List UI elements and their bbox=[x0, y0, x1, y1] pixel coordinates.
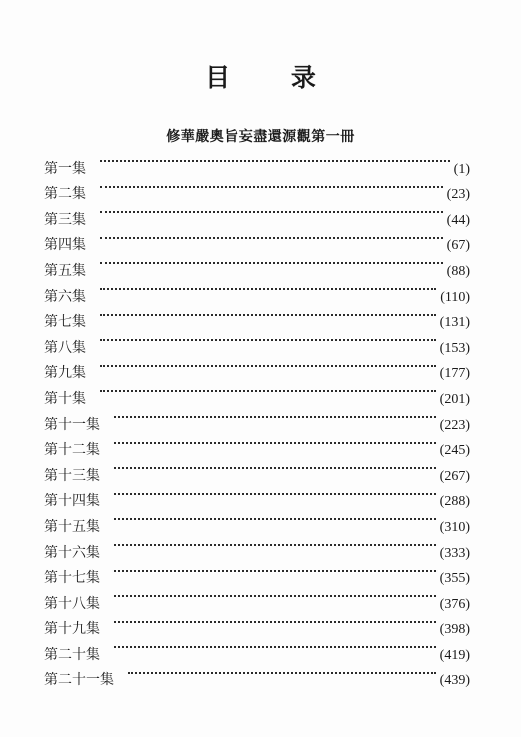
toc-dot-leader bbox=[114, 531, 440, 557]
toc-entry-page-number: (376) bbox=[439, 596, 470, 612]
toc-entry-page-number: (355) bbox=[439, 571, 470, 587]
toc-entry-page-number: (310) bbox=[439, 519, 470, 535]
toc-entry-label: 第二集 bbox=[44, 186, 86, 203]
toc-entry-page-number: (223) bbox=[439, 417, 470, 433]
toc-entry[interactable] bbox=[44, 224, 470, 254]
toc-dot-leader bbox=[114, 582, 440, 608]
toc-entry[interactable] bbox=[44, 275, 470, 305]
toc-entry-label: 第七集 bbox=[44, 314, 86, 331]
toc-dot-leader bbox=[114, 480, 440, 506]
toc-entry-label: 第十二集 bbox=[44, 442, 100, 459]
toc-dot-leader bbox=[114, 608, 440, 634]
toc-entry-page-number: (110) bbox=[440, 289, 470, 305]
toc-entry-page-number: (267) bbox=[439, 468, 470, 484]
toc-dot-leader bbox=[114, 505, 440, 531]
toc-entry-page-number: (439) bbox=[439, 673, 470, 689]
toc-entry-page-number: (88) bbox=[446, 263, 470, 279]
toc-entry-label: 第九集 bbox=[44, 365, 86, 382]
toc-dot-leader bbox=[128, 659, 440, 685]
toc-dot-leader bbox=[100, 301, 440, 327]
toc-dot-leader bbox=[114, 557, 440, 583]
toc-dot-leader bbox=[100, 275, 440, 301]
toc-dot-leader bbox=[100, 147, 454, 173]
toc-dot-leader bbox=[100, 326, 440, 352]
toc-dot-leader bbox=[114, 429, 440, 455]
toc-entry-label: 第一集 bbox=[44, 160, 86, 177]
toc-entry-page-number: (201) bbox=[439, 391, 470, 407]
toc-entry[interactable] bbox=[44, 403, 470, 433]
toc-entry-label: 第二十一集 bbox=[44, 672, 114, 689]
toc-entry[interactable] bbox=[44, 173, 470, 203]
toc-entry-label: 第四集 bbox=[44, 237, 86, 254]
toc-entry[interactable] bbox=[44, 352, 470, 382]
toc-entry-label: 第十五集 bbox=[44, 518, 100, 535]
toc-entry-label: 第十三集 bbox=[44, 467, 100, 484]
toc-entry-label: 第二十集 bbox=[44, 646, 100, 663]
toc-entry-label: 第六集 bbox=[44, 288, 86, 305]
toc-dot-leader bbox=[100, 352, 440, 378]
page-title: 目 录 bbox=[205, 63, 342, 92]
toc-entry-page-number: (333) bbox=[439, 545, 470, 561]
toc-entry-page-number: (419) bbox=[439, 647, 470, 663]
toc-entry-page-number: (245) bbox=[439, 443, 470, 459]
toc-entry[interactable] bbox=[44, 249, 470, 279]
toc-entry-label: 第五集 bbox=[44, 262, 86, 279]
toc-dot-leader bbox=[100, 224, 447, 250]
toc-entry-label: 第三集 bbox=[44, 211, 86, 228]
toc-entry[interactable] bbox=[44, 147, 470, 177]
toc-entry-page-number: (153) bbox=[439, 340, 470, 356]
toc-entry-page-number: (67) bbox=[446, 238, 470, 254]
toc-dot-leader bbox=[100, 377, 440, 403]
toc-dot-leader bbox=[100, 198, 447, 224]
toc-dot-leader bbox=[100, 173, 447, 199]
toc-entry-page-number: (398) bbox=[439, 622, 470, 638]
table-of-contents bbox=[44, 147, 470, 689]
toc-entry-label: 第十四集 bbox=[44, 493, 100, 510]
toc-dot-leader bbox=[114, 403, 440, 429]
toc-entry-page-number: (288) bbox=[439, 494, 470, 510]
toc-entry-label: 第十七集 bbox=[44, 570, 100, 587]
toc-entry-page-number: (177) bbox=[439, 366, 470, 382]
toc-entry-page-number: (131) bbox=[439, 315, 470, 331]
toc-entry[interactable] bbox=[44, 198, 470, 228]
toc-dot-leader bbox=[100, 249, 447, 275]
toc-entry-page-number: (23) bbox=[446, 187, 470, 203]
toc-entry-label: 第十一集 bbox=[44, 416, 100, 433]
toc-dot-leader bbox=[114, 454, 440, 480]
toc-entry-label: 第八集 bbox=[44, 339, 86, 356]
toc-entry-label: 第十八集 bbox=[44, 595, 100, 612]
toc-entry-page-number: (44) bbox=[446, 212, 470, 228]
toc-dot-leader bbox=[114, 633, 440, 659]
toc-entry[interactable] bbox=[44, 377, 470, 407]
toc-entry-label: 第十六集 bbox=[44, 544, 100, 561]
toc-entry-label: 第十集 bbox=[44, 390, 86, 407]
toc-entry-label: 第十九集 bbox=[44, 621, 100, 638]
toc-entry[interactable] bbox=[44, 301, 470, 331]
volume-subtitle: 修華嚴奧旨妄盡還源觀第一冊 bbox=[166, 129, 355, 145]
toc-entry-page-number: (1) bbox=[453, 161, 470, 177]
toc-entry[interactable] bbox=[44, 326, 470, 356]
